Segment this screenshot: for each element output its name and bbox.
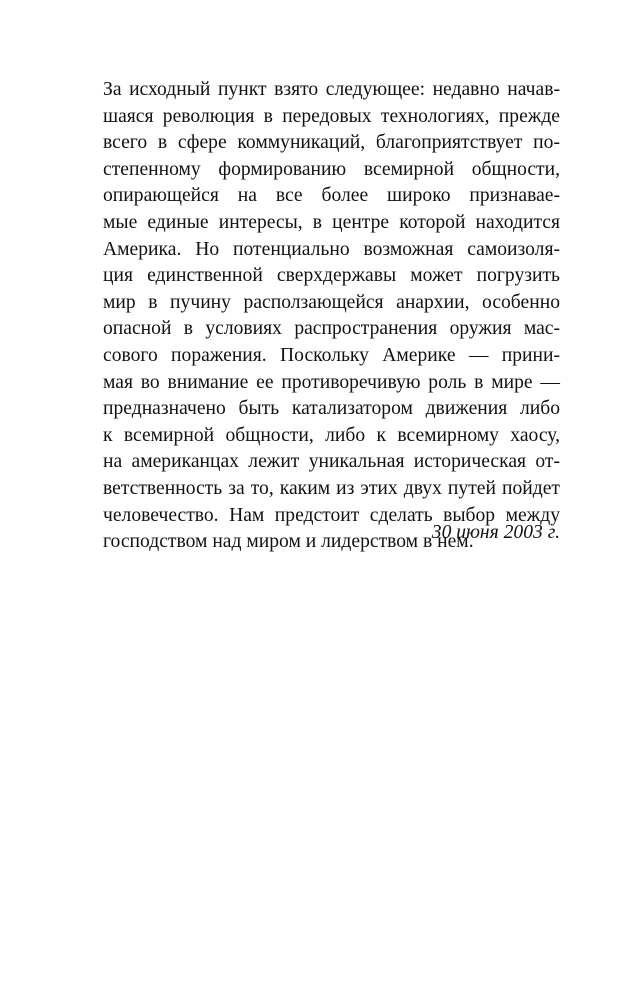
- text-line: на американцах лежит уникальная историческая от-: [103, 451, 560, 473]
- text-line: всего в сфере коммуникаций, благоприятствует по-: [103, 132, 560, 154]
- text-line: мир в пучину расползающейся анархии, особенно: [103, 291, 560, 313]
- text-line: степенному формированию всемирной общности,: [103, 158, 560, 180]
- text-line: мая во внимание ее противоречивую роль в мире —: [103, 371, 560, 393]
- text-line-last: господством над миром и лидерством в нем.: [103, 531, 474, 553]
- text-line: сового поражения. Поскольку Америке — прини-: [103, 344, 560, 366]
- text-line: шаяся революция в передовых технологиях, прежде: [103, 105, 560, 127]
- date-signature: 30 июня 2003 г.: [431, 522, 560, 543]
- text-line: ция единственной сверхдержавы может погрузить: [103, 265, 560, 287]
- text-line: человечество. Нам предстоит сделать выбор между: [103, 504, 560, 526]
- body-paragraph: [103, 77, 560, 556]
- text-line: предназначено быть катализатором движения либо: [103, 398, 560, 420]
- text-line: мые единые интересы, в центре которой находится: [103, 211, 560, 233]
- text-line: к всемирной общности, либо к всемирному хаосу,: [103, 424, 560, 446]
- text-line: Америка. Но потенциально возможная самоизоля-: [103, 238, 560, 260]
- text-line: опирающейся на все более широко признавае-: [103, 185, 560, 207]
- text-line: За исходный пункт взято следующее: недавно начав-: [103, 79, 560, 100]
- text-line: ветственность за то, каким из этих двух путей пойдет: [103, 477, 560, 499]
- text-line: опасной в условиях распространения оружия мас-: [103, 318, 560, 340]
